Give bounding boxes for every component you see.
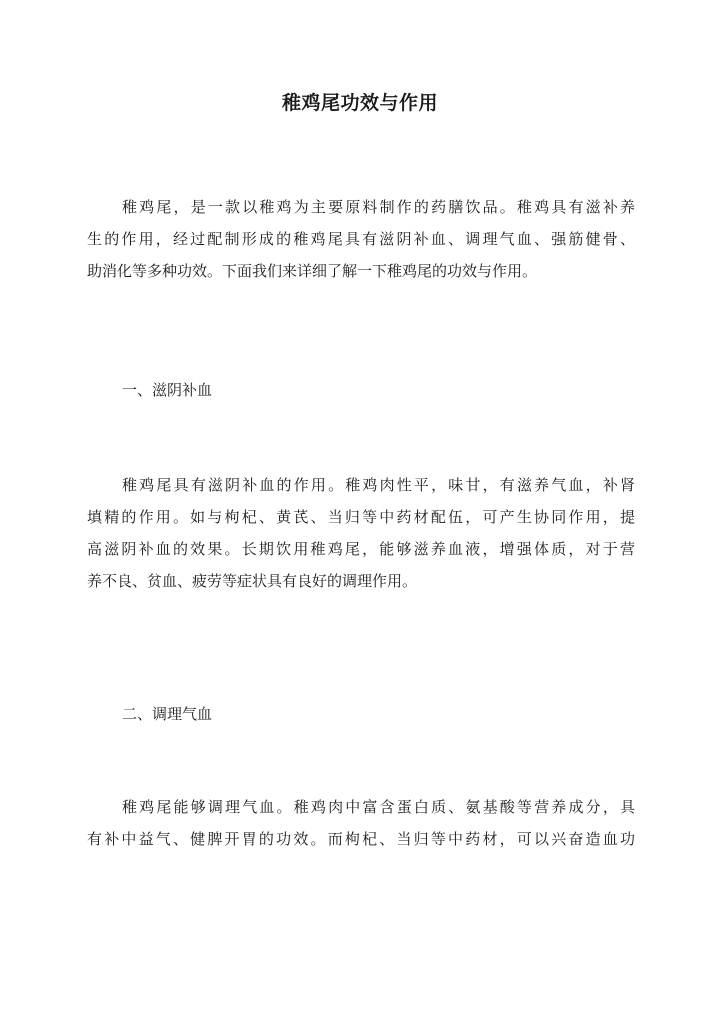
paragraph-line: 有补中益气、健脾开胃的功效。而枸杞、当归等中药材，可以兴奋造血功: [87, 830, 635, 848]
section-heading-2: 二、调理气血: [122, 705, 213, 723]
section-heading-1: 一、滋阴补血: [122, 381, 213, 399]
document-title: 稚鸡尾功效与作用: [281, 92, 438, 114]
paragraph-line: 养不良、贫血、疲劳等症状具有良好的调理作用。: [87, 572, 418, 590]
intro-paragraph: [87, 191, 635, 287]
paragraph-line: 稚鸡尾具有滋阴补血的作用。稚鸡肉性平，味甘，有滋养气血，补肾: [122, 476, 635, 494]
paragraph-line: 高滋阴补血的效果。长期饮用稚鸡尾，能够滋养血液，增强体质，对于营: [87, 540, 635, 558]
paragraph-line: 稚鸡尾能够调理气血。稚鸡肉中富含蛋白质、氨基酸等营养成分，具: [122, 798, 635, 816]
paragraph-line: 填精的作用。如与枸杞、黄芪、当归等中药材配伍，可产生协同作用，提: [87, 508, 635, 526]
section-2-paragraph: [87, 791, 635, 855]
section-1-paragraph: [87, 469, 635, 597]
paragraph-line: 生的作用，经过配制形成的稚鸡尾具有滋阴补血、调理气血、强筋健骨、: [87, 230, 635, 248]
paragraph-line: 助消化等多种功效。下面我们来详细了解一下稚鸡尾的功效与作用。: [87, 262, 538, 280]
paragraph-line: 稚鸡尾，是一款以稚鸡为主要原料制作的药膳饮品。稚鸡具有滋补养: [122, 198, 635, 216]
